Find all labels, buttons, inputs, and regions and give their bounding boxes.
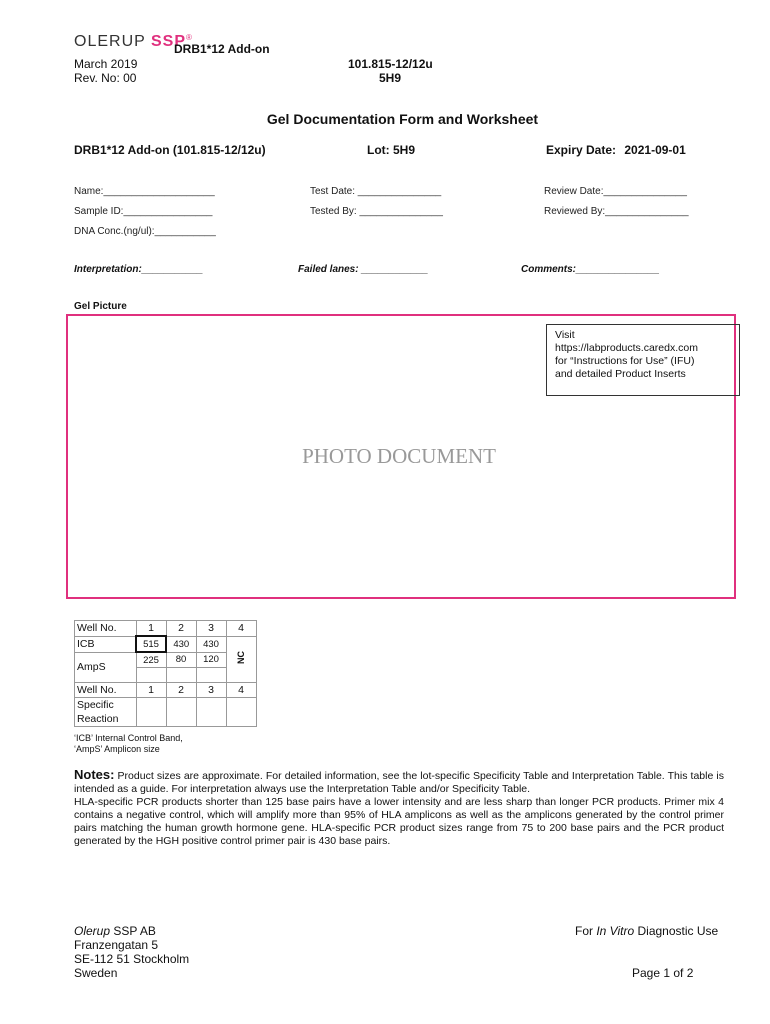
footnote-line: ‘AmpS’ Amplicon size — [74, 744, 160, 754]
well-number: 3 — [196, 621, 226, 637]
lot-number: Lot: 5H9 — [367, 143, 415, 157]
comments-field[interactable]: Comments:_______________ — [521, 264, 660, 275]
icb-label: ICB — [75, 636, 137, 652]
test-date-field[interactable]: Test Date: _______________ — [310, 186, 442, 197]
name-field[interactable]: Name:____________________ — [74, 186, 215, 197]
company-name-rest: SSP AB — [110, 924, 156, 938]
diag-post: Diagnostic Use — [634, 924, 719, 938]
nc-cell — [226, 636, 256, 683]
specific-reaction-cell[interactable] — [226, 698, 256, 727]
amps-value: 80 — [166, 652, 196, 668]
specific-reaction-label — [75, 698, 137, 727]
well-number: 2 — [166, 621, 196, 637]
catalog-number: 101.815-12/12u — [348, 57, 433, 71]
address-city: SE-112 51 Stockholm — [74, 952, 190, 966]
tested-by-field[interactable]: Tested By: _______________ — [310, 206, 443, 217]
expiry-value: 2021-09-01 — [624, 143, 686, 157]
issue-date: March 2019 — [74, 57, 138, 71]
sample-id-field[interactable]: Sample ID:________________ — [74, 206, 213, 217]
expiry-label: Expiry Date: — [546, 143, 617, 157]
lot-short: 5H9 — [379, 71, 402, 85]
notes-text: HLA-specific PCR products shorter than 125 base pairs have a lower intensity and are less sharp than longer PCR products. Primer mix 4 contains a negative control, which will amplify more than 95% of HLA amplicons as well as the amplicons generated by the control primer pairs matching the human growth hormone gene. HLA-specific PCR product sizes range from 75 to 200 base pairs and the PCR product generated by the HGH positive control primer pair is 430 base pairs. — [74, 796, 724, 847]
reaction-label: Reaction — [77, 713, 119, 725]
interpretation-field[interactable]: Interpretation:___________ — [74, 264, 203, 275]
diag-pre: For — [575, 924, 597, 938]
nc-label: NC — [236, 651, 246, 665]
company-name — [74, 924, 189, 938]
expiry-date — [546, 143, 686, 157]
well-no-label: Well No. — [75, 621, 137, 637]
footnote-line: ‘ICB’ Internal Control Band, — [74, 733, 183, 743]
dna-conc-field[interactable]: DNA Conc.(ng/ul):___________ — [74, 226, 216, 237]
gel-picture-label: Gel Picture — [74, 301, 127, 312]
table-footnote — [74, 733, 183, 755]
page-number: Page 1 of 2 — [632, 966, 694, 980]
icb-value: 430 — [166, 636, 196, 652]
notes-section — [74, 768, 724, 848]
notes-heading: Notes: — [74, 767, 115, 782]
product-title: DRB1*12 Add-on — [174, 42, 270, 56]
logo-ssp: SSP — [150, 33, 186, 50]
well-number: 4 — [226, 683, 256, 698]
reviewed-by-field[interactable]: Reviewed By:_______________ — [544, 206, 689, 217]
diag-italic: In Vitro — [596, 924, 635, 938]
visit-line: for “Instructions for Use” (IFU) — [555, 355, 695, 367]
logo-text: OLERUP — [74, 33, 146, 50]
amps-label: AmpS — [75, 652, 137, 683]
address-street: Franzengatan 5 — [74, 938, 159, 952]
well-no-label: Well No. — [75, 683, 137, 698]
visit-line: https://labproducts.caredx.com — [555, 342, 698, 354]
empty-cell[interactable] — [196, 668, 226, 683]
amps-value: 120 — [196, 652, 226, 668]
diagnostic-use-note — [575, 924, 718, 938]
well-number: 1 — [136, 621, 166, 637]
page-title: Gel Documentation Form and Worksheet — [266, 111, 539, 127]
visit-info-box — [546, 324, 740, 396]
photo-document-placeholder: PHOTO DOCUMENT — [302, 444, 496, 468]
visit-line: Visit — [555, 329, 575, 341]
logo-registered: ® — [185, 33, 193, 42]
specific-reaction-cell[interactable] — [136, 698, 166, 727]
icb-value: 430 — [196, 636, 226, 652]
table-row — [75, 636, 257, 652]
notes-text: Product sizes are approximate. For detailed information, see the lot-specific Specificity Table and Interpretation Table. This table is intended as a guide. For interpretation always use the Interpretation Table and/or Specificity Table. — [74, 770, 724, 795]
well-number: 4 — [226, 621, 256, 637]
specific-reaction-cell[interactable] — [166, 698, 196, 727]
company-name-italic: Olerup — [74, 924, 111, 938]
icb-value: 515 — [136, 636, 166, 652]
failed-lanes-field[interactable]: Failed lanes: ____________ — [298, 264, 429, 275]
well-number: 3 — [196, 683, 226, 698]
well-number: 2 — [166, 683, 196, 698]
well-number: 1 — [136, 683, 166, 698]
specific-label: Specific — [77, 699, 114, 711]
amps-value: 225 — [136, 652, 166, 668]
empty-cell[interactable] — [136, 668, 166, 683]
visit-line: and detailed Product Inserts — [555, 368, 686, 380]
empty-cell[interactable] — [166, 668, 196, 683]
table-row — [75, 698, 257, 727]
review-date-field[interactable]: Review Date:_______________ — [544, 186, 687, 197]
wells-table — [74, 620, 257, 727]
product-name: DRB1*12 Add-on (101.815-12/12u) — [74, 143, 266, 157]
address-country: Sweden — [74, 966, 118, 980]
revision-number: Rev. No: 00 — [74, 71, 137, 85]
table-row — [75, 683, 257, 698]
specific-reaction-cell[interactable] — [196, 698, 226, 727]
table-row — [75, 621, 257, 637]
company-address — [74, 924, 189, 980]
